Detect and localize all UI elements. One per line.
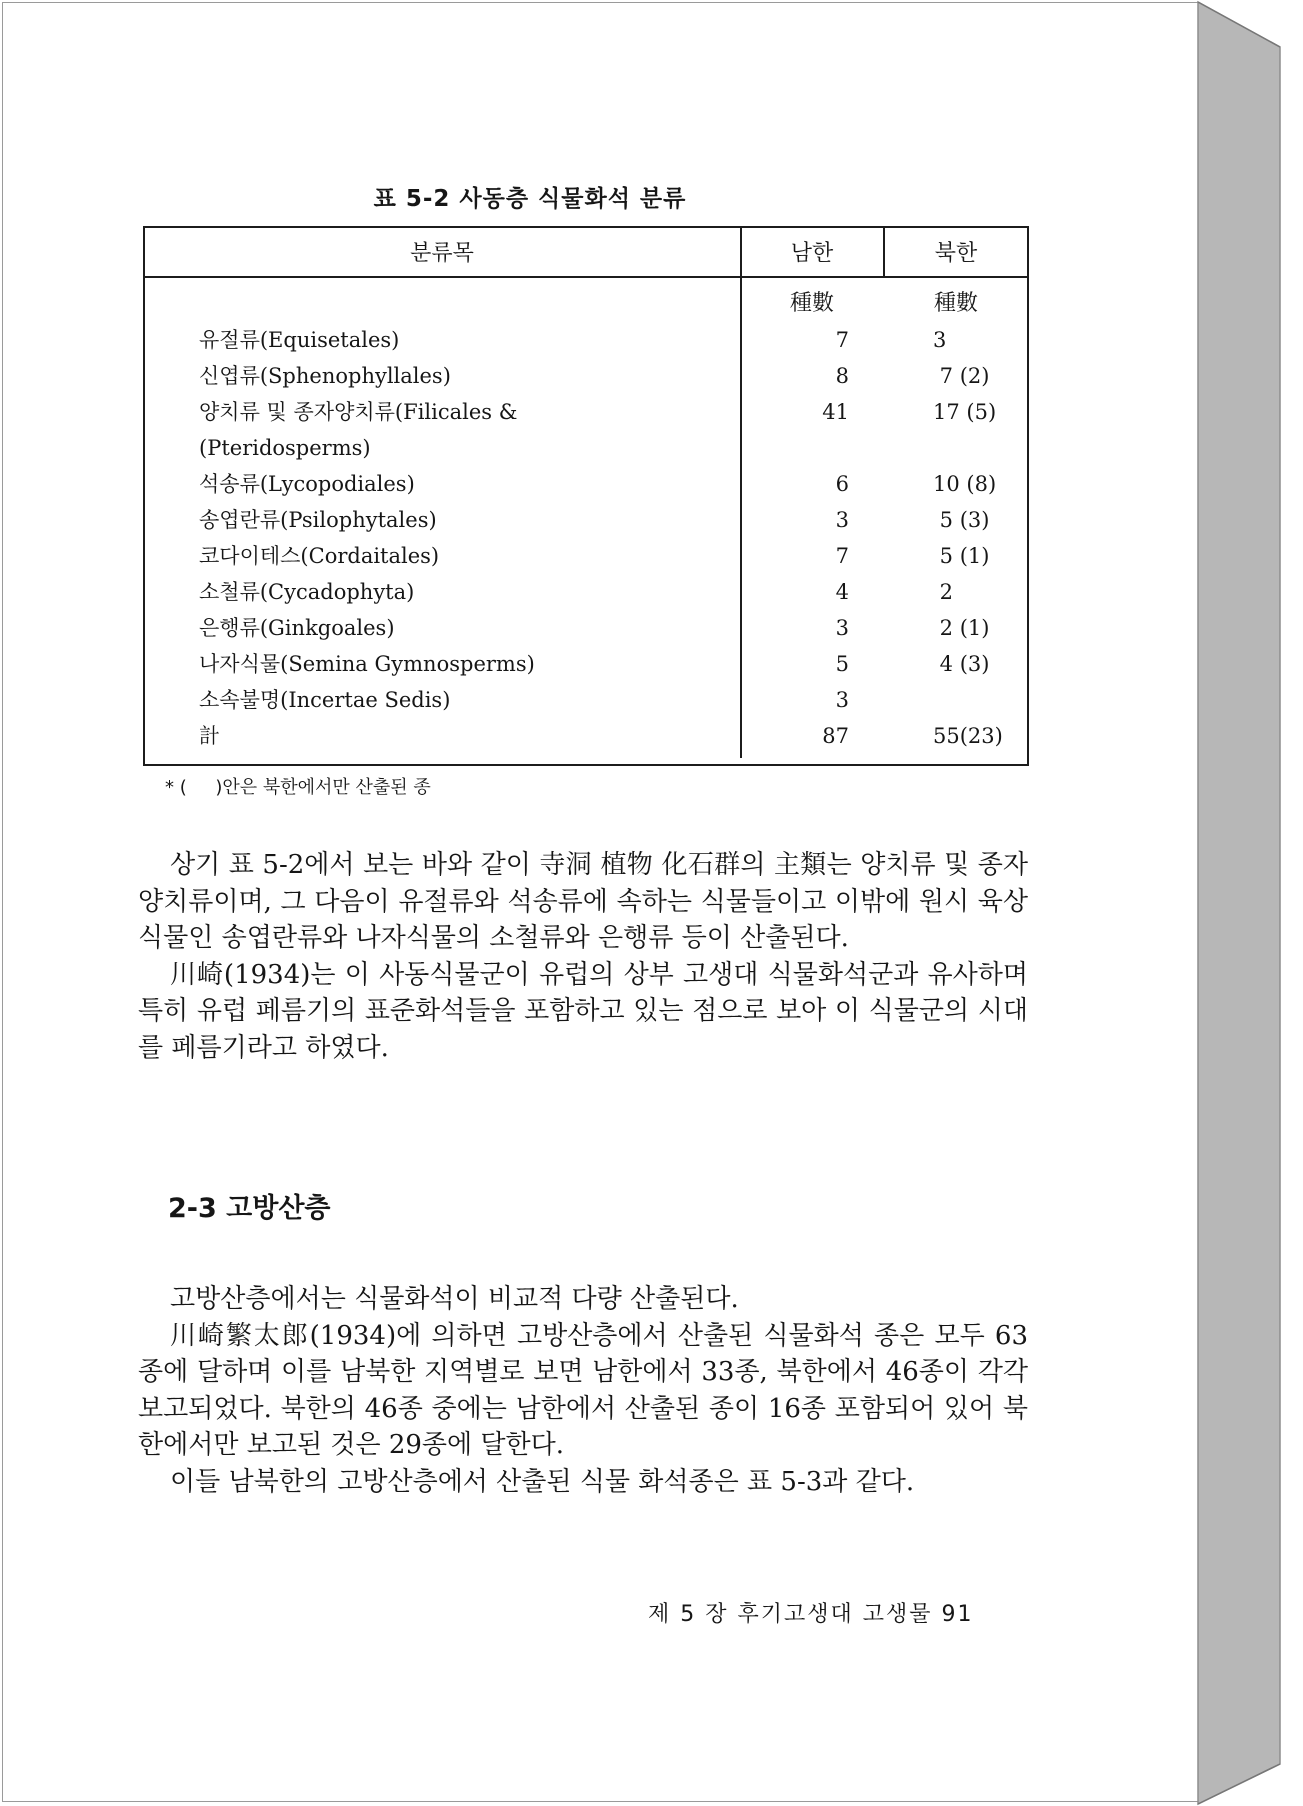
- row-south-count: 41: [822, 400, 849, 424]
- row-name: 나자식물(Semina Gymnosperms): [199, 652, 535, 676]
- row-south-count: 5: [835, 652, 849, 676]
- row-south-count: 87: [822, 724, 849, 748]
- row-name: 計: [199, 724, 220, 748]
- row-north-count: 55(23): [933, 724, 1003, 748]
- row-name: 양치류 및 종자양치류(Filicales &: [199, 400, 518, 424]
- row-name: 은행류(Ginkgoales): [199, 616, 395, 640]
- row-south-count: 7: [835, 544, 849, 568]
- table-row: [143, 502, 1029, 538]
- column-header-category: 분류목: [410, 241, 474, 266]
- row-north-count: 7 (2): [933, 364, 990, 388]
- row-name: 소철류(Cycadophyta): [199, 580, 415, 604]
- row-name: 코다이테스(Cordaitales): [199, 544, 440, 568]
- paragraph: 이들 남북한의 고방산층에서 산출된 식물 화석종은 표 5-3과 같다.: [170, 1466, 915, 1497]
- page-footer: 제 5 장 후기고생대 고생물 91: [648, 1602, 974, 1627]
- body-text-block-2: [138, 1281, 1028, 1500]
- table-row: [143, 538, 1029, 574]
- paragraph: 川崎(1934)는 이 사동식물군이 유럽의 상부 고생대 식물화석군과 유사하며 특히 유럽 페름기의 표준화석들을 포함하고 있는 점으로 보아 이 식물군의 시대를 페름기라고 하였다.: [138, 959, 1029, 1063]
- row-south-count: 6: [835, 472, 849, 496]
- table-caption: 표 5-2 사동층 식물화석 분류: [373, 186, 687, 212]
- paragraph: 고방산층에서는 식물화석이 비교적 다량 산출된다.: [170, 1284, 739, 1314]
- row-north-count: 2 (1): [933, 616, 990, 640]
- row-north-count: 5 (3): [933, 508, 990, 532]
- row-south-count: 3: [835, 688, 849, 712]
- column-header-north: 북한: [934, 241, 978, 266]
- row-south-count: 8: [835, 364, 849, 388]
- table-row: [143, 646, 1029, 682]
- row-north-count: 3: [933, 328, 947, 352]
- row-north-count: 4 (3): [933, 652, 990, 676]
- row-south-count: 3: [835, 508, 849, 532]
- row-name: (Pteridosperms): [199, 436, 371, 460]
- row-name: 석송류(Lycopodiales): [199, 472, 415, 496]
- row-south-count: 4: [835, 580, 849, 604]
- column-header-south: 남한: [790, 241, 834, 266]
- row-name: 신엽류(Sphenophyllales): [199, 364, 451, 388]
- table-row: [143, 682, 1029, 718]
- table-footnote: * ( )안은 북한에서만 산출된 종: [165, 777, 431, 798]
- table-row: [143, 358, 1029, 394]
- table-row: [143, 466, 1029, 502]
- row-south-count: 7: [835, 328, 849, 352]
- unit-label-north: 種數: [933, 291, 978, 316]
- row-north-count: 5 (1): [933, 544, 990, 568]
- row-south-count: 3: [835, 616, 849, 640]
- paragraph: 상기 표 5-2에서 보는 바와 같이 寺洞 植物 化石群의 主類는 양치류 및 종자양치류이며, 그 다음이 유절류와 석송류에 속하는 식물들이고 이밖에 원시 육상식물인 송엽란류와 나자식물의 소철류와 은행류 등이 산출된다.: [138, 850, 1028, 953]
- table-row: [143, 394, 1029, 430]
- row-north-count: 2: [933, 580, 954, 604]
- table-row: [143, 322, 1029, 358]
- paragraph: 川崎繁太郎(1934)에 의하면 고방산층에서 산출된 식물화석 종은 모두 63종에 달하며 이를 남북한 지역별로 보면 남한에서 33종, 북한에서 46종이 각각 보고되었다. 북한의 46종 중에는 남한에서 산출된 종이 16종 포함되어 있어 북한에서만 보고된 것은 29종에 달한다.: [138, 1320, 1028, 1460]
- table-row: [143, 574, 1029, 610]
- body-text-block-1: [138, 847, 1028, 1066]
- row-name: 소속불명(Incertae Sedis): [199, 688, 451, 712]
- row-north-count: 10 (8): [933, 472, 997, 496]
- section-heading: 2-3 고방산층: [168, 1193, 331, 1224]
- table-row-total: [143, 718, 1029, 754]
- unit-label-south: 種數: [789, 291, 834, 316]
- table-row: [143, 610, 1029, 646]
- row-north-count: 17 (5): [933, 400, 997, 424]
- table-row: [143, 430, 1029, 466]
- row-name: 유절류(Equisetales): [199, 328, 400, 352]
- row-name: 송엽란류(Psilophytales): [199, 508, 437, 532]
